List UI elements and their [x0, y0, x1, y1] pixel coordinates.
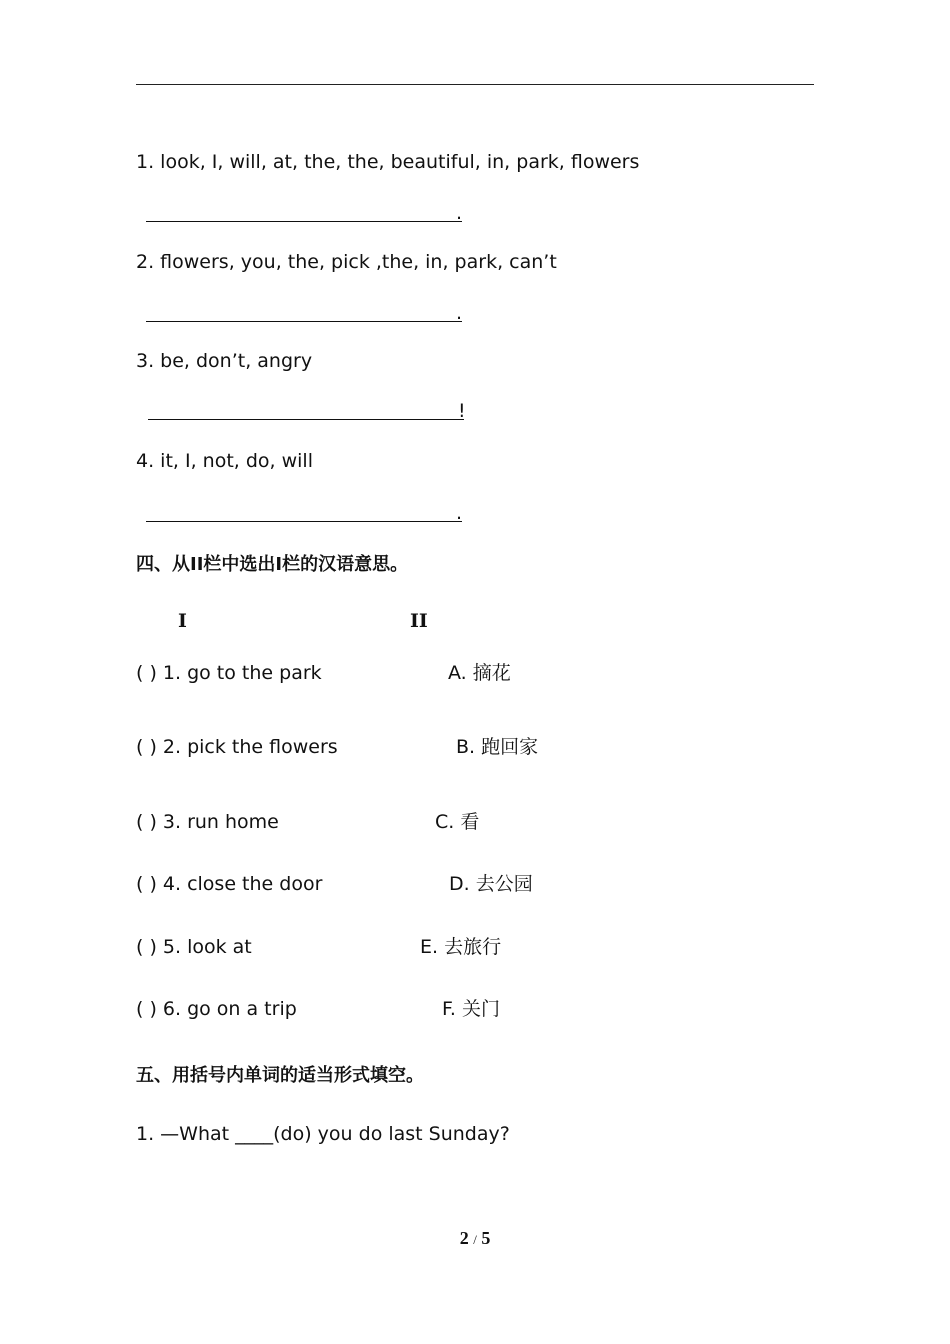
- match-right-d: D. 去公园: [449, 873, 533, 895]
- match-left-6: ( ) 6. go on a trip: [136, 998, 297, 1020]
- match-left-3: ( ) 3. run home: [136, 811, 279, 833]
- page-separator: /: [473, 1232, 477, 1247]
- match-left-1: ( ) 1. go to the park: [136, 662, 322, 684]
- answer-blank-4[interactable]: [146, 500, 466, 524]
- section-5-heading: 五、用括号内单词的适当形式填空。: [136, 1065, 424, 1086]
- question-4: 4. it, I, not, do, will: [136, 450, 313, 472]
- answer-punct-3: !: [458, 400, 466, 422]
- match-right-e: E. 去旅行: [420, 936, 502, 958]
- match-left-2: ( ) 2. pick the flowers: [136, 736, 338, 758]
- page-current: 2: [459, 1228, 469, 1248]
- answer-punct-1: .: [456, 202, 463, 224]
- answer-blank-1[interactable]: [146, 200, 466, 224]
- section-4-heading: 四、从II栏中选出I栏的汉语意思。: [136, 554, 409, 575]
- answer-blank-2[interactable]: [146, 300, 466, 324]
- column-1-heading: I: [178, 610, 187, 632]
- match-left-5: ( ) 5. look at: [136, 936, 252, 958]
- page-total: 5: [481, 1228, 491, 1248]
- page-number: [0, 1228, 950, 1249]
- fill-question-1: 1. —What ____(do) you do last Sunday?: [136, 1123, 510, 1145]
- match-right-a: A. 摘花: [448, 662, 511, 684]
- question-2: 2. flowers, you, the, pick ,the, in, park, can’t: [136, 251, 557, 273]
- match-left-4: ( ) 4. close the door: [136, 873, 323, 895]
- match-right-b: B. 跑回家: [456, 736, 539, 758]
- header-rule: [136, 84, 814, 85]
- question-3: 3. be, don’t, angry: [136, 350, 313, 372]
- question-1: 1. look, I, will, at, the, the, beautiful, in, park, flowers: [136, 151, 640, 173]
- answer-blank-3[interactable]: [148, 398, 468, 422]
- answer-punct-4: .: [456, 502, 463, 524]
- answer-punct-2: .: [456, 302, 463, 324]
- match-right-c: C. 看: [435, 811, 480, 833]
- match-right-f: F. 关门: [442, 998, 500, 1020]
- column-2-heading: II: [410, 610, 428, 632]
